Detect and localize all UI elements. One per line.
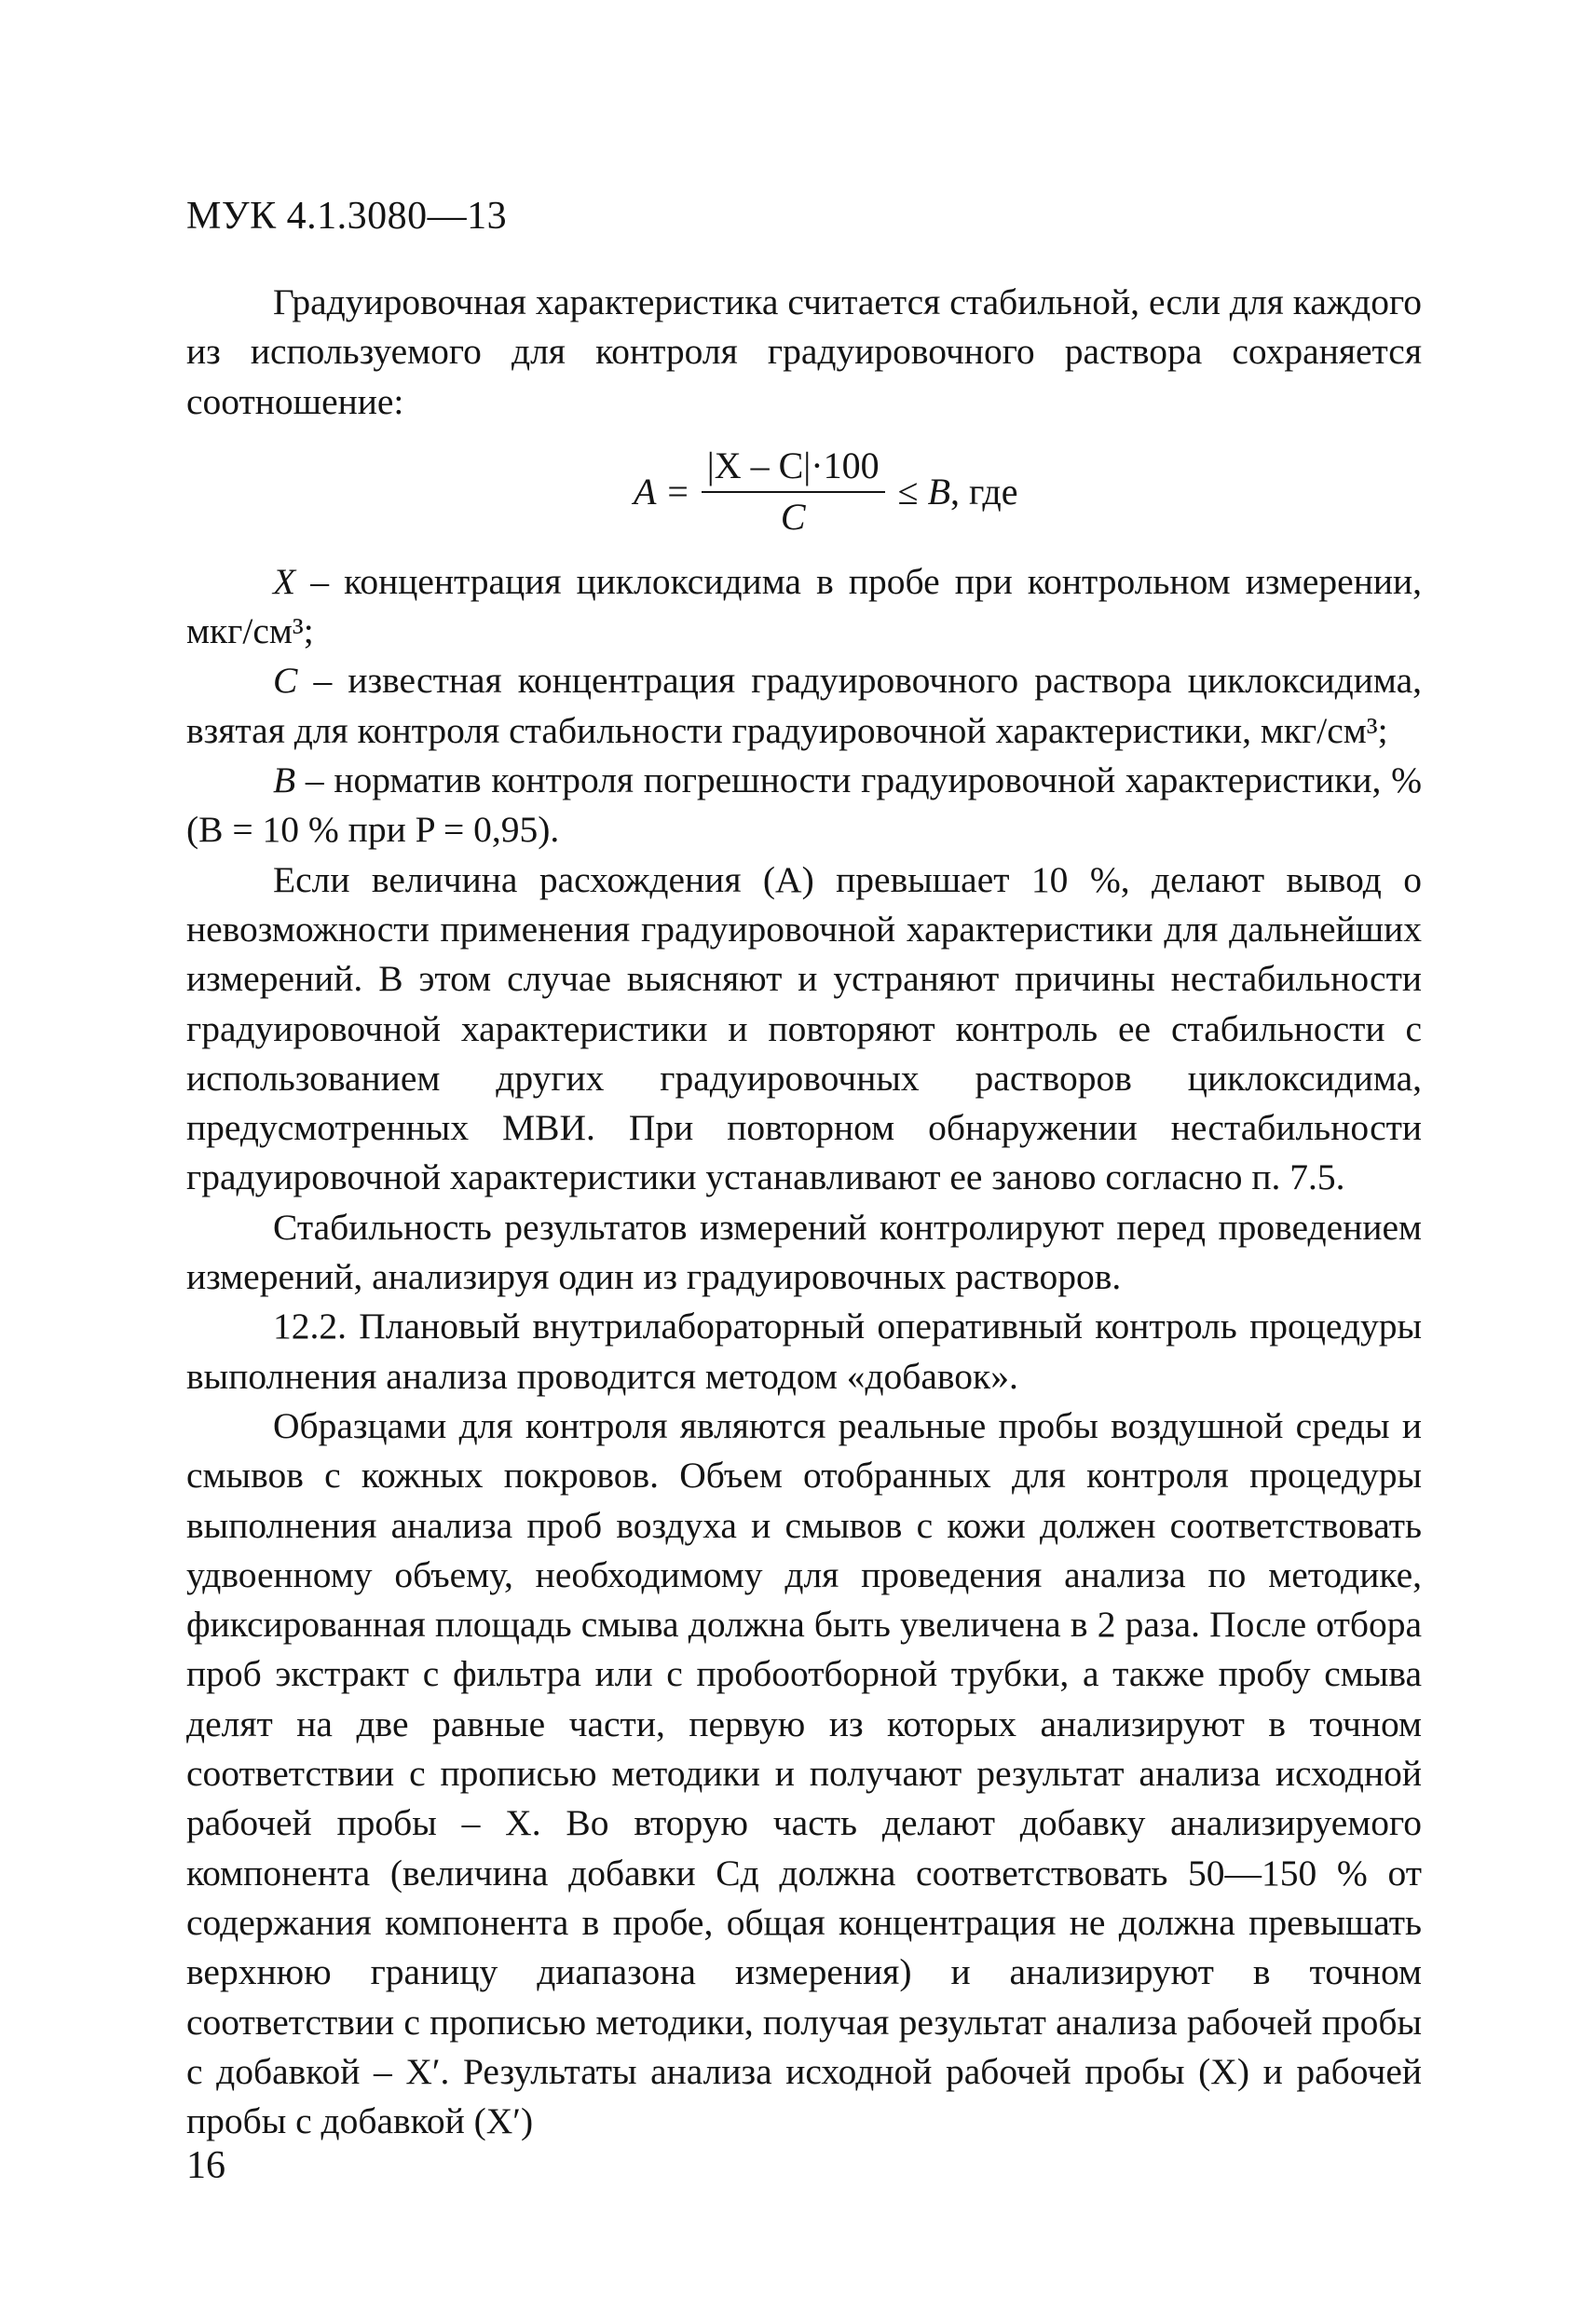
- formula-fraction: [702, 443, 885, 541]
- definition-c-text: – известная концентрация градуировочного раствора циклоксидима, взятая для контроля стабильности градуировочной характеристики, мкг/см³;: [186, 660, 1422, 751]
- formula-rhs-op: ≤: [897, 471, 919, 513]
- definition-c-var: C: [273, 660, 298, 702]
- paragraph-section-12-2: 12.2. Плановый внутрилабораторный оперативный контроль процедуры выполнения анализа проводится методом «добавок».: [186, 1306, 1422, 1397]
- formula-rhs-tail: , где: [950, 471, 1018, 513]
- definition-x-var: X: [273, 560, 296, 602]
- definition-c: [186, 656, 1422, 756]
- definition-b: [186, 756, 1422, 855]
- formula-lhs: A =: [634, 471, 690, 513]
- definition-b-var: B: [273, 759, 296, 801]
- document-body: [186, 278, 1422, 2146]
- paragraph-stability-control: Стабильность результатов измерений контролируют перед проведением измерений, анализируя один из градуировочных растворов.: [186, 1206, 1422, 1298]
- paragraph-deviation: Если величина расхождения (A) превышает 10 %, делают вывод о невозможности применения градуировочной характеристики для дальнейших измерений. В этом случае выясняют и устраняют причины нестабильности градуировочной характеристики и повторяют контроль ее стабильности с использованием других градуировочных растворов циклоксидима, предусмотренных МВИ. При повторном обнаружении нестабильности градуировочной характеристики устанавливают ее заново согласно п. 7.5.: [186, 858, 1422, 1198]
- page-number: 16: [186, 2144, 225, 2187]
- formula-denominator: C: [780, 495, 806, 538]
- formula-rhs-var: B: [927, 471, 950, 513]
- definition-x: [186, 557, 1422, 657]
- stability-formula: [634, 427, 1422, 557]
- definition-b-text: – норматив контроля погрешности градуировочной характеристики, % (B = 10 % при P = 0,95).: [186, 759, 1422, 851]
- definition-x-text: – концентрация циклоксидима в пробе при контрольном измерении, мкг/см³;: [186, 560, 1422, 652]
- paragraph-stability-condition: Градуировочная характеристика считается стабильной, если для каждого из используемого для контроля градуировочного раствора сохраняется соотношение:: [186, 281, 1422, 422]
- document-code-header: МУК 4.1.3080—13: [186, 195, 508, 238]
- formula-rhs: [898, 467, 1018, 516]
- paragraph-control-samples: Образцами для контроля являются реальные пробы воздушной среды и смывов с кожных покровов. Объем отобранных для контроля процедуры выполнения анализа проб воздуха и смывов с кожи должен соответствовать удвоенному объему, необходимому для проведения анализа по методике, фиксированная площадь смыва должна быть увеличена в 2 раза. После отбора проб экстракт с фильтра или с пробоотборной трубки, а также пробу смыва делят на две равные части, первую из которых анализируют в точном соответствии с прописью методики и получают результат анализа исходной рабочей пробы – X. Во вторую часть делают добавку анализируемого компонента (величина добавки Cд должна соответствовать 50—150 % от содержания компонента в пробе, общая концентрация не должна превышать верхнюю границу диапазона измерения) и анализируют в точном соответствии с прописью методики, получая результат анализа рабочей пробы с добавкой – X′. Результаты анализа исходной рабочей пробы (X) и рабочей пробы с добавкой (X′): [186, 1404, 1422, 2142]
- formula-numerator: |X – C|·100: [702, 443, 885, 493]
